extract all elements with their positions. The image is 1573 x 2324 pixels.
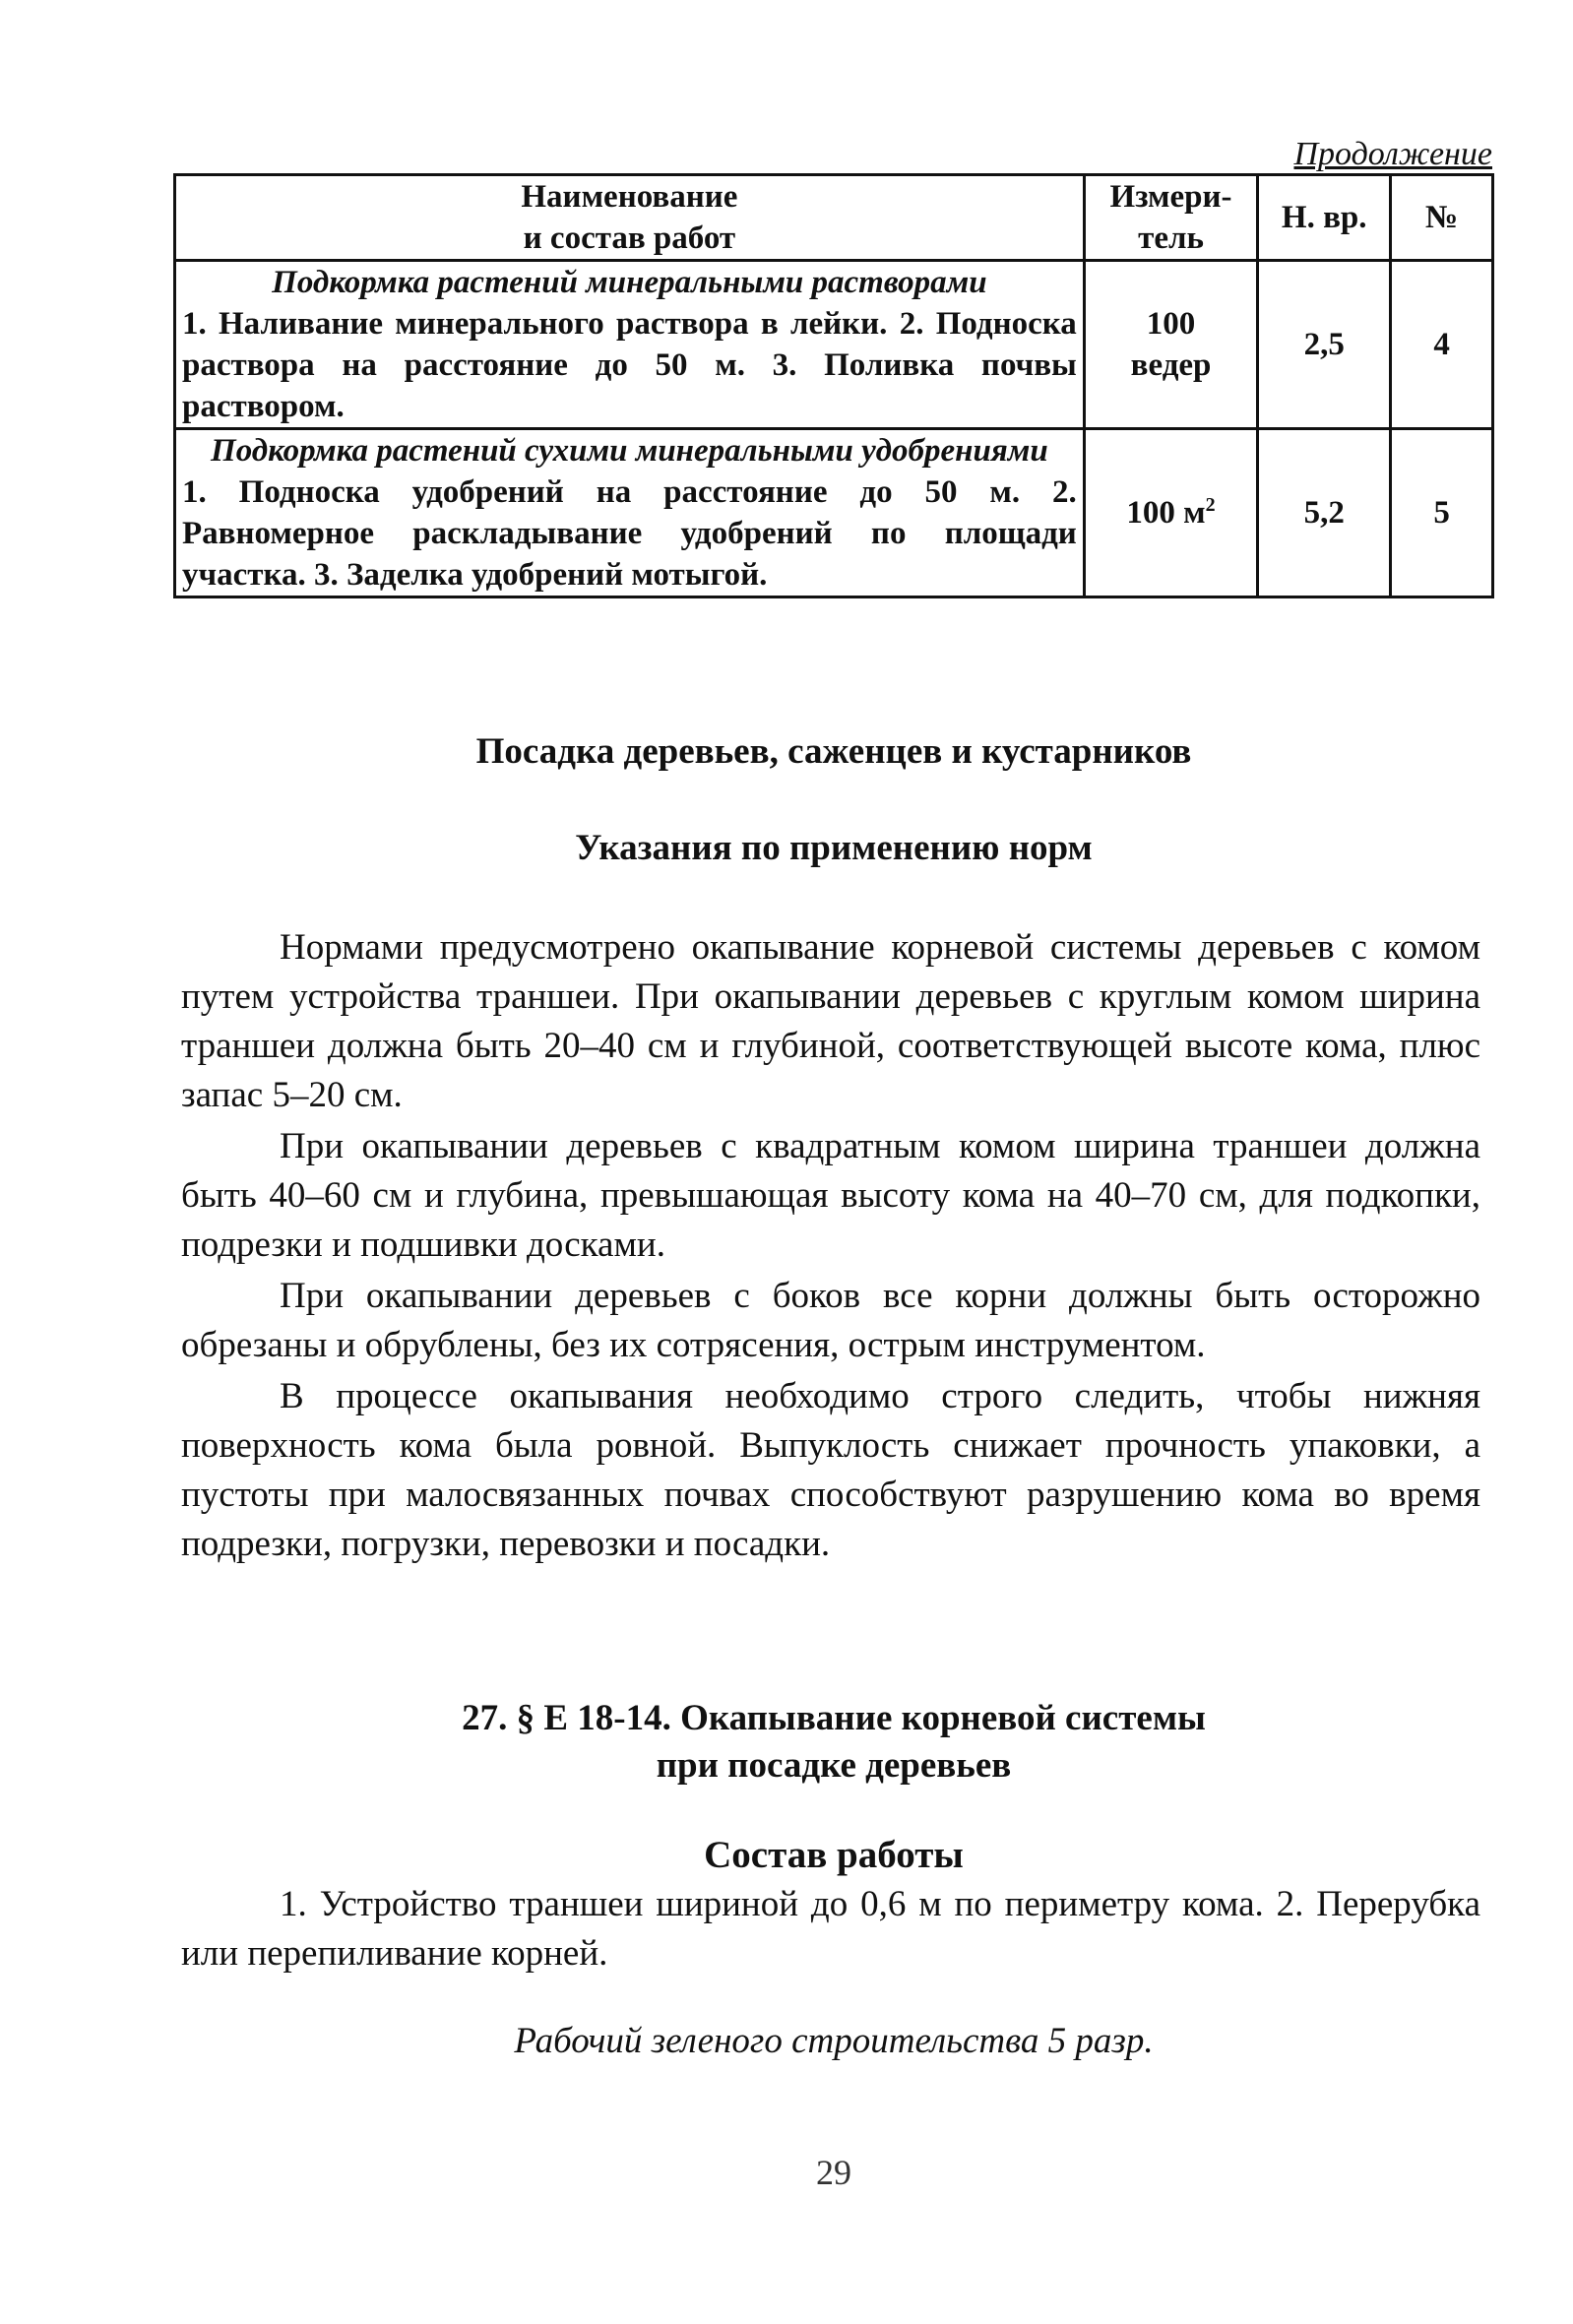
paragraph: Нормами предусмотрено окапывание корневой системы деревьев с комом путем устройства траншеи. При окапывании деревьев с круглым комом ширина траншеи должна быть 20–40 см и глубиной, соответствующей высоте кома, плюс запас 5–20 см. [181, 927, 1480, 1115]
composition-body [181, 1880, 1480, 1979]
norm-time-cell: 2,5 [1258, 261, 1391, 429]
work-name-cell [175, 429, 1085, 597]
paragraph: При окапывании деревьев с квадратным комом ширина траншеи должна быть 40–60 см и глубина, превышающая высоту кома на 40–70 см, для подкопки, подрезки и подшивки досками. [181, 1126, 1480, 1265]
worker-grade: Рабочий зеленого строительства 5 разр. [514, 2021, 1154, 2061]
work-name-cell [175, 261, 1085, 429]
instructions-title: Указания по применению норм [575, 828, 1093, 868]
continuation-label: Продолжение [1293, 136, 1492, 172]
table-row [175, 261, 1493, 429]
unit-cell: 100 ведер [1084, 261, 1257, 429]
paragraph-heading: 27. § Е 18-14. Окапывание корневой системы при посадке деревьев [462, 1698, 1206, 1786]
work-description: 1. Подноска удобрений на расстояние до 50 м. 2. Равномерное раскладывание удобрений по площади участка. 3. Заделка удобрений мотыгой. [182, 474, 1077, 593]
paragraph: В процессе окапывания необходимо строго следить, чтобы нижняя поверхность кома была ровной. Выпуклость снижает прочность упаковки, а пустоты при малосвязанных почвах способствуют разрушению кома во время подрезки, погрузки, перевозки и посадки. [181, 1376, 1480, 1564]
unit-cell: 100 $м^2$ [1084, 429, 1257, 597]
work-subhead: Подкормка растений минеральными растворами [272, 265, 987, 300]
header-norm-time: Н. вр. [1258, 175, 1391, 261]
header-unit: Измери- тель [1084, 175, 1257, 261]
table-header-row [175, 175, 1493, 261]
instructions-body [181, 923, 1480, 1569]
number-cell: 4 [1391, 261, 1493, 429]
table-row [175, 429, 1493, 597]
page-number: 29 [816, 2153, 851, 2192]
work-description: 1. Наливание минерального раствора в лейки. 2. Подноска раствора на расстояние до 50 м. 3. Поливка почвы раствором. [182, 306, 1077, 424]
section-title: Посадка деревьев, саженцев и кустарников [475, 731, 1192, 772]
number-cell: 5 [1391, 429, 1493, 597]
work-subhead: Подкормка растений сухими минеральными удобрениями [211, 433, 1048, 469]
norms-table [173, 173, 1494, 598]
norm-time-cell: 5,2 [1258, 429, 1391, 597]
paragraph: При окапывании деревьев с боков все корни должны быть осторожно обрезаны и обрублены, без их сотрясения, острым инструментом. [181, 1276, 1480, 1365]
header-number: № [1391, 175, 1493, 261]
header-name: Наименование и состав работ [175, 175, 1085, 261]
composition-text: 1. Устройство траншеи шириной до 0,6 м по периметру кома. 2. Перерубка или перепиливание корней. [181, 1884, 1480, 1974]
composition-title: Состав работы [704, 1834, 964, 1876]
